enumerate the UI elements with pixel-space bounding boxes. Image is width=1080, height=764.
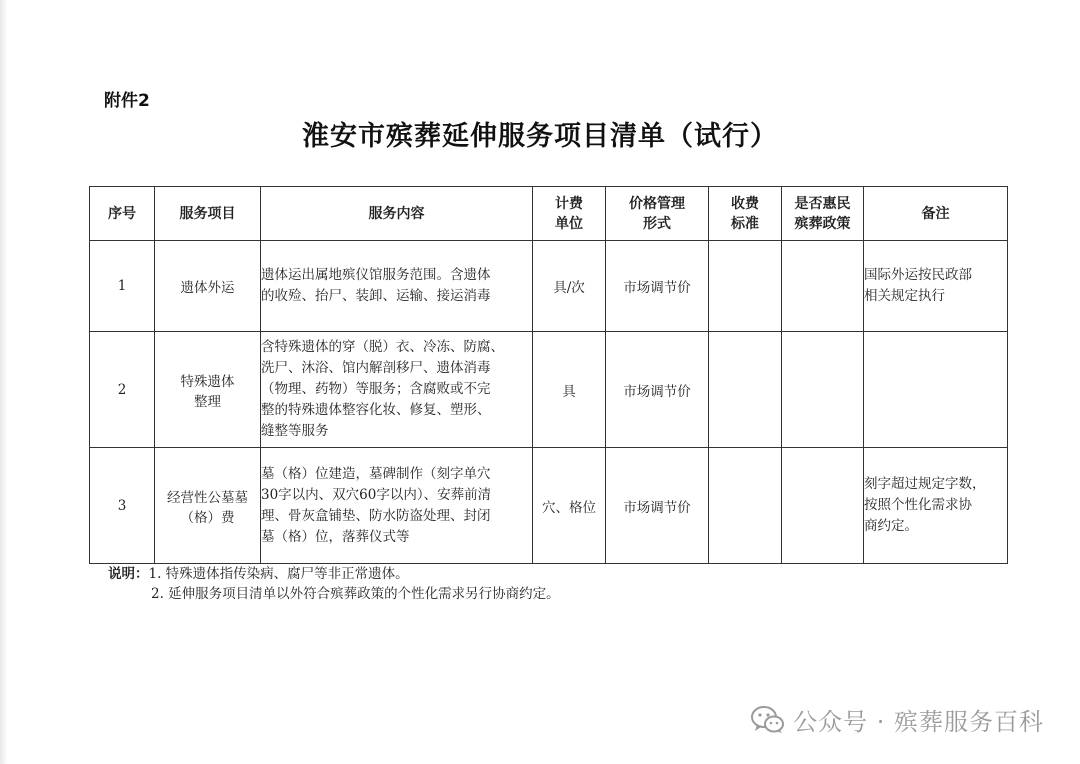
cell-fee-standard <box>709 332 782 448</box>
cell-no: 2 <box>90 332 155 448</box>
cell-benefit-policy <box>782 332 864 448</box>
table-row <box>90 241 1008 332</box>
header-price-mgmt: 价格管理 形式 <box>606 187 709 241</box>
table-header-row <box>90 187 1008 241</box>
cell-content: 墓（格）位建造，墓碑制作（刻字单穴 30字以内、双穴60字以内）、安葬前清 理、骨灰盒铺垫、防水防盗处理、封闭 墓（格）位，落葬仪式等 <box>261 448 533 564</box>
header-fee-standard: 收费 标准 <box>709 187 782 241</box>
table-row <box>90 448 1008 564</box>
cell-price-mgmt: 市场调节价 <box>606 448 709 564</box>
cell-remark: 刻字超过规定字数， 按照个性化需求协 商约定。 <box>864 448 1008 564</box>
document-title: 淮安市殡葬延伸服务项目清单（试行） <box>302 121 778 152</box>
attachment-label: 附件2 <box>104 91 150 111</box>
watermark-text: 公众号 · 殡葬服务百科 <box>793 708 1044 736</box>
cell-benefit-policy <box>782 448 864 564</box>
cell-item: 特殊遗体 整理 <box>155 332 261 448</box>
header-no: 序号 <box>90 187 155 241</box>
cell-fee-standard <box>709 241 782 332</box>
cell-unit: 穴、格位 <box>533 448 606 564</box>
table-row <box>90 332 1008 448</box>
cell-item: 遗体外运 <box>155 241 261 332</box>
cell-remark: 国际外运按民政部 相关规定执行 <box>864 241 1008 332</box>
cell-remark <box>864 332 1008 448</box>
service-list-table <box>89 186 1008 564</box>
explanation-line-2: 2. 延伸服务项目清单以外符合殡葬政策的个性化需求另行协商约定。 <box>151 586 560 602</box>
cell-price-mgmt: 市场调节价 <box>606 332 709 448</box>
cell-benefit-policy <box>782 241 864 332</box>
explanation-label: 说明： <box>108 566 149 582</box>
header-remark: 备注 <box>864 187 1008 241</box>
cell-unit: 具/次 <box>533 241 606 332</box>
cell-item: 经营性公墓墓 （格）费 <box>155 448 261 564</box>
header-benefit-policy: 是否惠民 殡葬政策 <box>782 187 864 241</box>
watermark <box>751 702 1044 737</box>
explanation-notes <box>108 564 560 604</box>
explanation-line-1: 说明：1. 特殊遗体指传染病、腐尸等非正常遗体。 <box>108 566 409 582</box>
header-item: 服务项目 <box>155 187 261 241</box>
cell-content: 遗体运出属地殡仪馆服务范围。含遗体 的收殓、抬尸、装卸、运输、接运消毒 <box>261 241 533 332</box>
wechat-icon <box>751 705 785 735</box>
cell-price-mgmt: 市场调节价 <box>606 241 709 332</box>
cell-no: 3 <box>90 448 155 564</box>
cell-content: 含特殊遗体的穿（脱）衣、冷冻、防腐、 洗尸、沐浴、馆内解剖移尸、遗体消毒 （物理、药物）等服务；含腐败或不完 整的特殊遗体整容化妆、修复、塑形、 缝整等服务 <box>261 332 533 448</box>
header-content: 服务内容 <box>261 187 533 241</box>
header-unit: 计费 单位 <box>533 187 606 241</box>
cell-unit: 具 <box>533 332 606 448</box>
cell-no: 1 <box>90 241 155 332</box>
cell-fee-standard <box>709 448 782 564</box>
